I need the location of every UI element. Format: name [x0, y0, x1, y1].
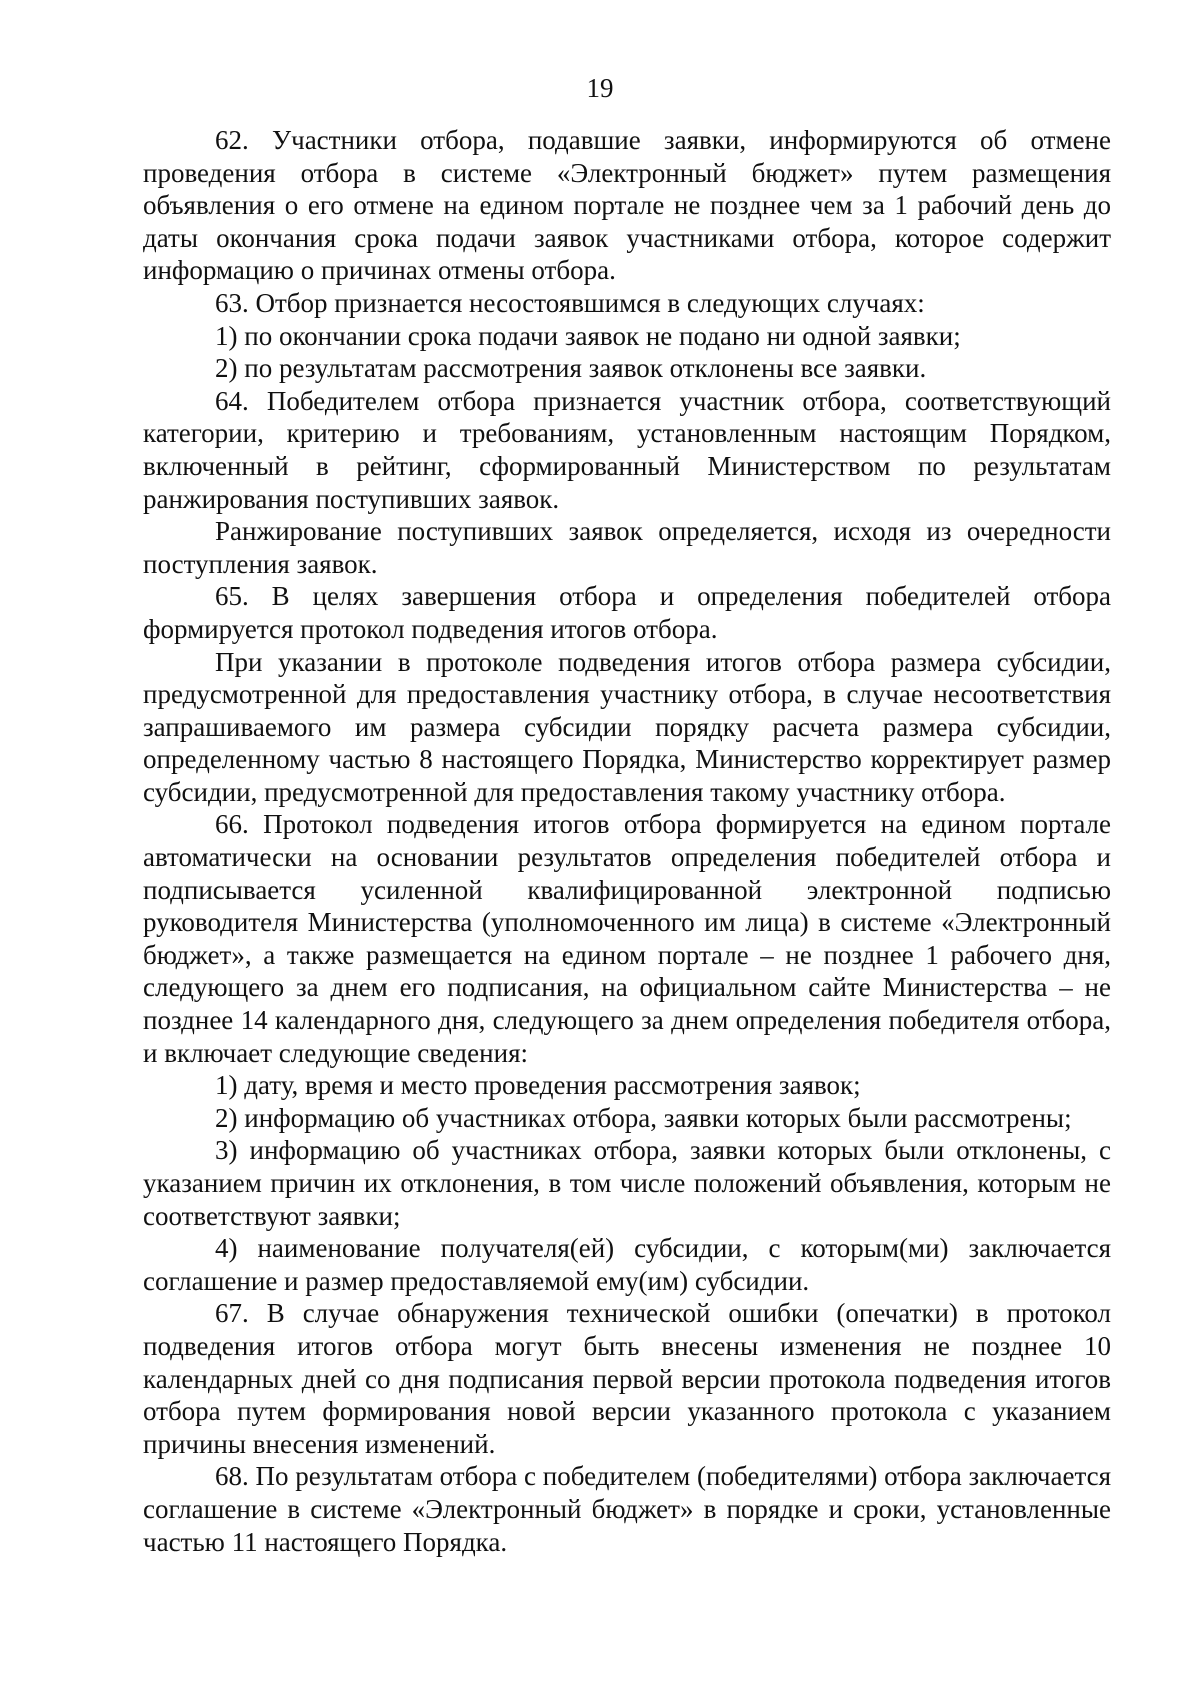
paragraph-64-ranking: Ранжирование поступивших заявок определяется, исходя из очередности поступления заявок.: [143, 516, 1111, 579]
paragraph-67: 67. В случае обнаружения технической ошибки (опечатки) в протокол подведения итогов отбора могут быть внесены изменения не позднее 10 календарных дней со дня подписания первой версии протокола подведения итогов отбора путем формирования новой версии указанного протокола с указанием причины внесения изменений.: [143, 1298, 1111, 1459]
paragraph-66: 66. Протокол подведения итогов отбора формируется на едином портале автоматически на основании результатов определения победителей отбора и подписывается усиленной квалифицированной электронной подписью руководителя Министерства (уполномоченного им лица) в системе «Электронный бюджет», а также размещается на едином портале – не позднее 1 рабочего дня, следующего за днем его подписания, на официальном сайте Министерства – не позднее 14 календарного дня, следующего за днем определения победителя отбора, и включает следующие сведения:: [143, 809, 1111, 1068]
paragraph-66-item-2: 2) информацию об участниках отбора, заявки которых были рассмотрены;: [215, 1102, 1072, 1133]
paragraph-66-item-4: 4) наименование получателя(ей) субсидии, с которым(ми) заключается соглашение и размер предоставляемой ему(им) субсидии.: [143, 1233, 1111, 1296]
paragraph-64: 64. Победителем отбора признается участник отбора, соответствующий категории, критерию и требованиям, установленным настоящим Порядком, включенный в рейтинг, сформированный Министерством по результатам ранжирования поступивших заявок.: [143, 385, 1111, 514]
paragraph-65: 65. В целях завершения отбора и определения победителей отбора формируется протокол подведения итогов отбора.: [143, 581, 1111, 644]
paragraph-68: 68. По результатам отбора с победителем (победителями) отбора заключается соглашение в системе «Электронный бюджет» в порядке и сроки, установленные частью 11 настоящего Порядка.: [143, 1461, 1111, 1557]
paragraph-66-item-3: 3) информацию об участниках отбора, заявки которых были отклонены, с указанием причин их отклонения, в том числе положений объявления, которым не соответствуют заявки;: [143, 1135, 1111, 1231]
paragraph-63: 63. Отбор признается несостоявшимся в следующих случаях:: [215, 287, 925, 318]
paragraph-63-item-1: 1) по окончании срока подачи заявок не подано ни одной заявки;: [215, 320, 961, 351]
page-number: 19: [586, 73, 614, 103]
document-body: [143, 124, 1111, 1558]
paragraph-66-item-1: 1) дату, время и место проведения рассмотрения заявок;: [215, 1070, 861, 1101]
paragraph-63-item-2: 2) по результатам рассмотрения заявок отклонены все заявки.: [215, 353, 927, 384]
paragraph-62: 62. Участники отбора, подавшие заявки, информируются об отмене проведения отбора в системе «Электронный бюджет» путем размещения объявления о его отмене на едином портале не позднее чем за 1 рабочий день до даты окончания срока подачи заявок участниками отбора, которое содержит информацию о причинах отмены отбора.: [143, 125, 1111, 286]
paragraph-65-subsidy: При указании в протоколе подведения итогов отбора размера субсидии, предусмотренной для предоставления участнику отбора, в случае несоответствия запрашиваемого им размера субсидии порядку расчета размера субсидии, определенному частью 8 настоящего Порядка, Министерство корректирует размер субсидии, предусмотренной для предоставления такому участнику отбора.: [143, 646, 1111, 807]
